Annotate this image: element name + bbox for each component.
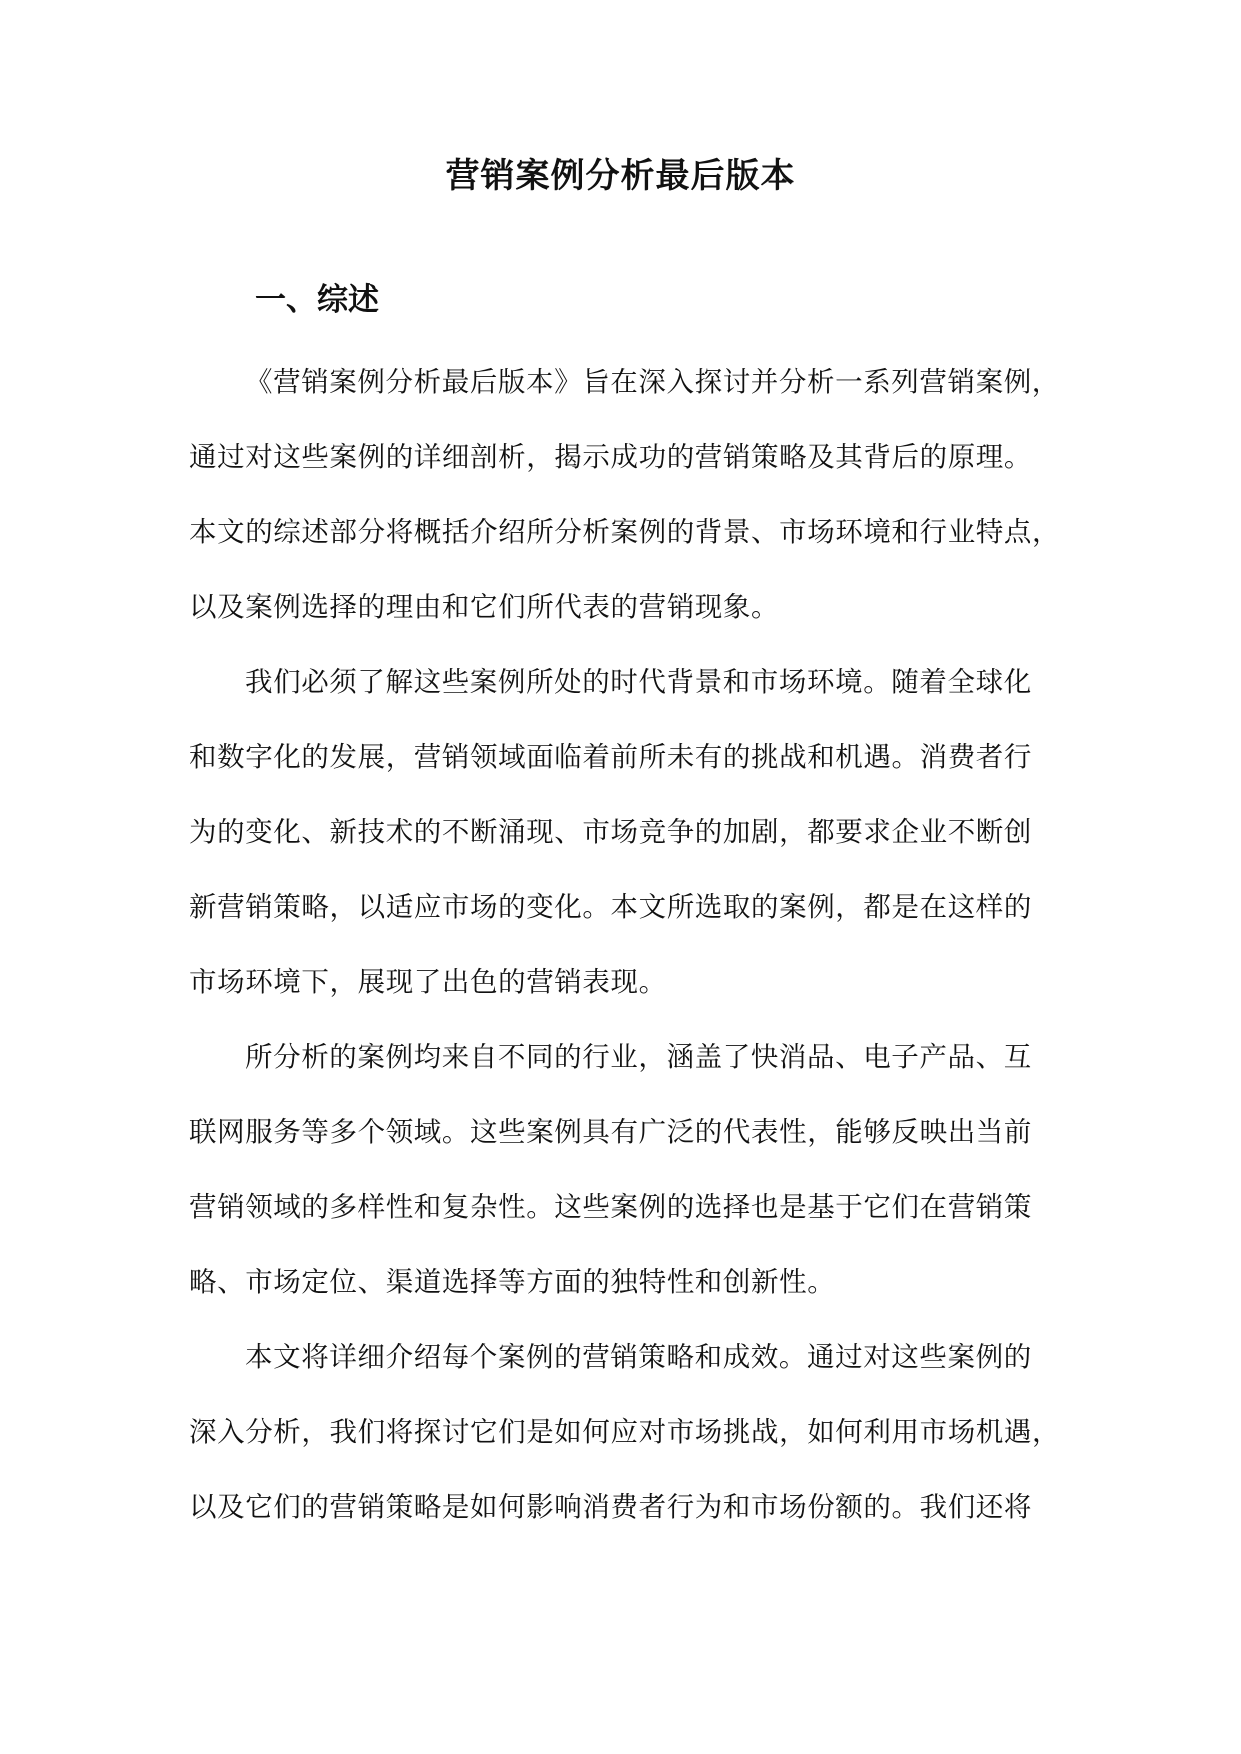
paragraph-line: 《营销案例分析最后版本》旨在深入探讨并分析一系列营销案例，	[245, 366, 1060, 398]
paragraph-line: 本文将详细介绍每个案例的营销策略和成效。通过对这些案例的	[245, 1341, 1032, 1373]
document-title: 营销案例分析最后版本	[445, 156, 796, 196]
paragraph-line: 所分析的案例均来自不同的行业，涵盖了快消品、电子产品、互	[245, 1041, 1032, 1073]
paragraph-line: 联网服务等多个领域。这些案例具有广泛的代表性，能够反映出当前	[189, 1116, 1032, 1148]
paragraph-line: 以及它们的营销策略是如何影响消费者行为和市场份额的。我们还将	[189, 1491, 1032, 1523]
paragraph-line: 深入分析，我们将探讨它们是如何应对市场挑战，如何利用市场机遇，	[189, 1416, 1061, 1448]
section-heading: 一、综述	[255, 282, 379, 318]
paragraph-line: 和数字化的发展，营销领域面临着前所未有的挑战和机遇。消费者行	[189, 741, 1032, 773]
paragraph-line: 新营销策略，以适应市场的变化。本文所选取的案例，都是在这样的	[189, 891, 1032, 923]
paragraph-line: 为的变化、新技术的不断涌现、市场竞争的加剧，都要求企业不断创	[189, 816, 1032, 848]
paragraph-line: 本文的综述部分将概括介绍所分析案例的背景、市场环境和行业特点，	[189, 516, 1061, 548]
paragraph-line: 我们必须了解这些案例所处的时代背景和市场环境。随着全球化	[245, 666, 1032, 698]
paragraph-line: 营销领域的多样性和复杂性。这些案例的选择也是基于它们在营销策	[189, 1191, 1032, 1223]
paragraph-line: 略、市场定位、渠道选择等方面的独特性和创新性。	[189, 1266, 836, 1298]
paragraph-line: 通过对这些案例的详细剖析，揭示成功的营销策略及其背后的原理。	[189, 441, 1032, 473]
paragraph-line: 以及案例选择的理由和它们所代表的营销现象。	[189, 591, 780, 623]
paragraph-line: 市场环境下，展现了出色的营销表现。	[189, 966, 667, 998]
